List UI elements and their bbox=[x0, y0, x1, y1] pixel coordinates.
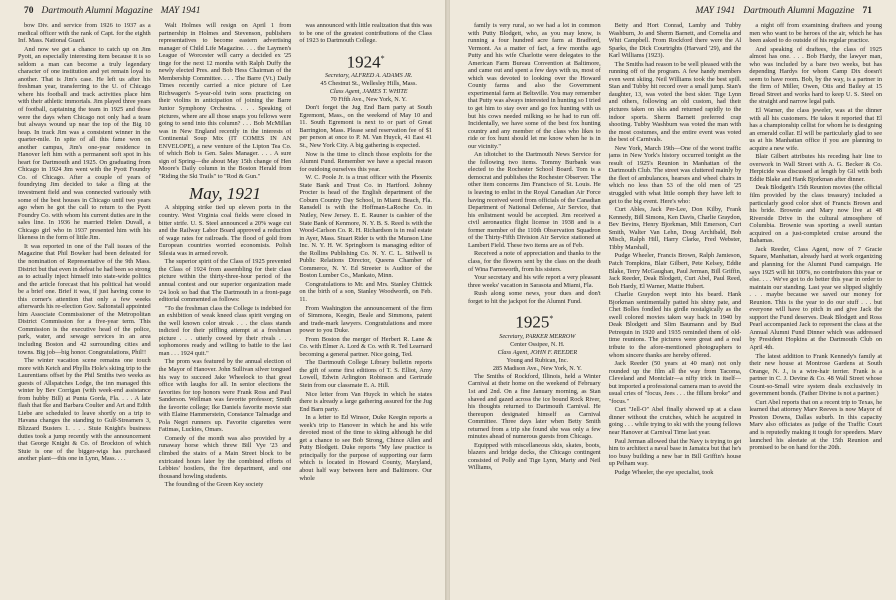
paragraph: Charlie Graydon wept into his beard. Hank Bjorkman sentimentally patted his shiny pate, and Chet Bolles fondled his girdle nostalgically as the swell colored movies taken way back in 1940 by Deak Blodgett and Slim Baumann and by Bud Petrequin in 1920 and 1935 reminded them of old-time reunions. The pictures were great and a real tribute to the afore-mentioned photographers to whom sincere thanks are hereby offered. bbox=[608, 291, 742, 359]
right-columns bbox=[468, 22, 882, 594]
class-secretary: Secretary, ALFRED A. ADAMS JR. bbox=[325, 72, 413, 80]
paragraph: Paul Jerman allowed that the Navy is trying to get him to architect a naval base in Jamaica but that he's too busy building a new bar in Bill Griffin's house up Pelham way. bbox=[608, 437, 742, 468]
paragraph: The prom was featured by the annual election of the Mayor of Hanover. John Sullivan silver tongued his way to succeed Jake Wheelock to that great office with laughs for all. In senior elections the favorites for top honors were Frank Ross and Paul Sanderson. Wellman was favorite professor; Smith the favorite college; Ike Daniels favorite movie star with Elaine Hammerstein, Constance Talmadge and Pola Negri runners up. Favorite cigarettes were Fatimas, Luckies, Omars. bbox=[158, 358, 292, 434]
class-year-label: 1924 bbox=[346, 52, 381, 72]
left-page-number: 70 bbox=[24, 6, 34, 16]
paragraph: Walt Holmes will resign on April 1 from partnership in Holmes and Stevenson, publishers representatives to become eastern advertising manager of Child Life Magazine. . . . the Laymen's League of Worcester will carry a decided ex '25 tinge for the next 12 months with Ralph Duffy the newly elected Pres. and Bob Hess Chairman of the Membership Committee. . . . The Barre (Vt.) Daily Times recently carried a nice picture of Lee Richwagen's 5-year-old twin sons practicing on their violins in anticipation of joining the Barre Junior Symphony Orchestra. . . . Speaking of pictures, where are all those snaps you fellows were going to send into this column? . . . Bob McMillan was in New England recently in the interests of Continental Soup Mix (IT COMES IN AN ENVELOPE), a new venture of the Lipton Tea Co. of which Bob is Gen. Sales Manager. . . . A sure sign of Spring—the about May 15th change of Hen Moore's Daily column in the Boston Herald from "Riding the Ski Trails" to "Rod & Gun." bbox=[158, 22, 292, 180]
paragraph: The superior spirit of the Class of 1925 prevented the Class of 1924 from assembling for their class picture within the thirty-three-hour period of the annual contest and our superior organization made '24 look so bad that The Dartmouth in a front-page editorial commented as follows: bbox=[158, 258, 292, 304]
paragraph: And speaking of draftees, the class of 1925 almost has one. . . . Bob Hardy, the lawyer man, who was included by a bare two weeks, but has depending Hardys for whom Camp Dix doesn't seem to have room. Bob, by the way, is a partner in the firm of Miller, Owen, Otis and Bailey at 15 Broad Street and works hard to keep U. S. Steel on the straight and narrow legal path. bbox=[749, 45, 883, 106]
right-page bbox=[450, 0, 896, 600]
paragraph: Curt "Jell-O" Abel finally showed up at a class dinner without the crutches, which he acquired in going . . . while trying to ski with the young fellows near Hanover at Carnival Time last year. bbox=[608, 406, 742, 436]
right-issue-date: MAY 1941 bbox=[695, 6, 736, 16]
class-secretary-address: 45 Chestnut St., Wellesley Hills, Mass. bbox=[320, 80, 417, 88]
asterisk-mark: * bbox=[549, 314, 554, 324]
paragraph: Received a note of appreciation and thanks to the class, for the flowers sent by the class on the death of Wina Farnsworth, from his sisters. bbox=[468, 250, 601, 273]
paragraph: From Boston the merger of Herbert R. Lane & Co. with Elmer A. Lord & Co. with R. Ted Learnard becoming a general partner. Nice going, Ted. bbox=[299, 335, 433, 358]
paragraph: Deak Blodgett's 15th Reunion movies (the official film provided by the class treasury) included a particularly good color shot of Francis Brown and his bride. Brownie and Mary now live at 48 Riverside Drive in the cultural atmosphere of Columbia. Brownie was sporting a swell suntan acquired on a just-completed cruise around the Bahamas. bbox=[749, 184, 883, 245]
left-magazine-title: Dartmouth Alumni Magazine bbox=[41, 6, 153, 16]
right-page-number: 71 bbox=[862, 6, 872, 16]
paragraph: Curt Abel reports that on a recent trip to Texas, he learned that attorney Marv Reeves is now Mayor of Preston Downs, Dallas suburb. In this capacity Marv also officiates as judge of the Traffic Court and is reputedly making it tough for speeders. Marv launched his aleetate at the 15th Reunion and promised to be on hand for the 20th. bbox=[749, 398, 883, 452]
class-year-heading-1924 bbox=[299, 50, 432, 72]
paragraph: The founding of the Green Key society bbox=[164, 481, 264, 489]
paragraph: Rush along some news, your dues and don't forget to hit the jackpot for the Alumni Fund. bbox=[468, 290, 601, 305]
paragraph: Comedy of the month was also provided by a runaway horse which threw Bill Vye '23 and climbed the stairs of a Main Street block to be extricated hours later by the combined efforts of Lebbies' hostlers, the fire department, and one thousand howling students. bbox=[158, 434, 292, 480]
class-secretary-address: Center Ossipee, N. H. bbox=[510, 340, 565, 348]
paragraph: Nice letter from Van Huyck in which he states there is already a large gathering assured for the Jug End Barn party. bbox=[299, 390, 433, 413]
paragraph: A shipping strike tied up eleven ports in the country. West Virginia coal fields were closed in bitter strife. U. S. Steel announced a 20% wage cut and the Railway Labor Board approved a reduction of wage rates for railroads. The flood of gold from European countries worried economists. Polish Silesia was in armed revolt. bbox=[158, 204, 292, 257]
left-column-2 bbox=[159, 22, 292, 594]
paragraph: Your secretary and his wife report a very pleasant three weeks' vacation in Sarasota and Miami, Fla. bbox=[468, 274, 601, 289]
paragraph: Blair Gilbert attributes his receding hair line to overwork in Wall Street with A. G. Becker & Co. Herpicide was discussed at length by Gil with both Eddie Blake and Hank Bjorkman after dinner. bbox=[749, 153, 883, 183]
paragraph: Curt Ables, Jack Per-Lee, Don Kilby, Frank Kennedy, Bill Simons, Ken Davis, Charlie Graydon, Bev Bevins, Henry Bjorkman, Milt Emerson, Curt Smith, Walter Van Lehn, Doug Archibald, Bob Misch, Ralph Hill, Harry Clarke, Fred Webster, Tibby Marshall, bbox=[608, 206, 742, 251]
paragraph: bow Div. and service from 1926 to 1937 as a medical officer with the rank of Capt. for the eighth Inf. Mass. National Guard. bbox=[18, 22, 151, 45]
left-running-head bbox=[24, 6, 422, 20]
paragraph: And now we get a chance to catch up on Jim Pyott, an especially interesting item because it is so seldom a man can become a truly legendary character of one institution and yet remain loyal to another. That is Jim's case. He left us after his freshman year, transferring to the U. of Chicago where his football and track activities place him with their athletic immortals. Jim played three years of football, captaining the team in 1925 and those were the days when Chicago not only had a team but always wound up near the top of the Big 10 heap. In track Jim was a consistent winner in the quarter-mile. In spite of all this fame won on another campus, Jim's one-year residence in Hanover left him with a permanent soft spot in his heart for Dartmouth and 1925. On graduating from Chicago in 1924 Jim went with the Pyott Foundry Co. of Chicago. After a couple of years of foundrying Jim decided to take a fling at the investment field and was connected variously with some of the best houses in Chicago until two years ago when he got the call to return to the Pyott Foundry Co. with whom his current duties are in the sales line. In 1936 he married Helen Duvall, a Chicago girl who in 1937 presented him with his likeness in the form of little Jim. bbox=[18, 45, 151, 242]
paragraph: The Smiths had reason to be well pleased with the running off of the program. A few handy members even went skiing. Neil Williams took the best spill. Stan and Tubby hit record over a small jump. Stan's daughter, 13, was voted the best skier. Tige Lynn and others, following an old custom, had their pictures taken on skis and returned rapidly to the indoor sports. Sherm Barnett preferred crap shooting. Tubby Washburn was voted the man with the most costumes, and the entire event was voted the best of Carnivals. bbox=[608, 60, 742, 144]
paragraph: W. C. Poole Jr. is a trust officer with the Phoenix State Bank and Trust Co. in Hartford. Johnny Procter is head of the English department of the Coburn Country Day School, in Miami Beach, Fla. Ransdell is with the Hoffman-LaRoche Co. in Nutley, New Jersey. E. E. Rauner is cashier of the State Bank of Kenmore, N. Y. B. S. Reed is with the Wood-Carlson Co. R. H. Richardson is in real estate in Ayer, Mass. Stuart Rider is with the Munson Line Inc. N. Y. H. W. Springborn is managing editor of the Rollins Publishing Co. N. Y. C. L. Stilwell is Public Relations Director, Queens Chamber of Commerce, N. Y. Ed Streeter is Auditor of the Boston Lumber Co., Mankato, Minn. bbox=[299, 174, 433, 280]
class-agent: Class Agent, JAMES T. WHITE bbox=[329, 88, 408, 96]
left-columns bbox=[18, 22, 432, 594]
class-agent-address: 285 Madison Ave., New York, N. Y. bbox=[492, 364, 582, 372]
right-column-3 bbox=[749, 22, 882, 594]
right-column-2 bbox=[609, 22, 742, 594]
class-agent-company: Young and Rubican, Inc. bbox=[506, 356, 569, 364]
left-issue-date: MAY 1941 bbox=[160, 6, 201, 16]
asterisk-mark: * bbox=[380, 53, 385, 63]
class-secretary: Secretary, PARKER MERROW bbox=[499, 332, 576, 340]
paragraph: El Warner, the class jeweler, was at the dinner with all his customers. He takes it reported that El has a championship cellist for whom he is designing an emerald collar. El will be particularly glad to see us at his Manhattan office if you are planning to acquire a new wife. bbox=[749, 107, 883, 152]
paragraph: Pudge Wheeler, Francis Brown, Ralph Jamieson, Patch Tompkins, Blair Gilbert, Pete Kelsey, Eddie Blake, Terry McGaughan, Paul Jerman, Bill Griffin, Jack Reeder, Deak Blodgett, Curt Abel, Paul Reed, Bob Hardy, El Warner, Mattie Hubert. bbox=[608, 252, 742, 290]
paragraph: Jack Reeder (50 years at 40 man) not only rounded up the film all the way from Tacoma, Cleveland and Montclair—a nifty trick in itself—but imported a professional camera man to avoid the usual cries of "focus, Jees . . . the fillum broke" and "focus." bbox=[608, 360, 742, 405]
paragraph: was announced with little realization that this was to be one of the greatest contributions of the Class of 1923 to Dartmouth College. bbox=[299, 22, 433, 45]
paragraph: Jack Reeder, Class Agent, now of 7 Gracie Square, Manhattan, already hard at work organizing and planning for the Alumni Fund campaign. He says 1925 will hit 100%, no contributors this year or else. . . . We've got to do better this year in order to maintain our standing. Last year we slipped slightly . . . maybe because we saved our money for Reunion. This is the year to do our stuff . . . but everyone will have to pitch in and give Jack the support the Fund deserves. Deak Blodgett and Ross Pearl accompanied Jack to represent the class at the Annual Alumni Fund Dinner which was addressed by President Hopkins at the Dartmouth Club on April 4th. bbox=[749, 245, 883, 351]
paragraph: Pudge Wheeler, the eye specialist, took bbox=[614, 468, 714, 476]
paragraph: "To the freshman class the College is indebted for an exhibition of weak kneed class spirit verging on the well known color streak . . . the class stands indicted for their piffling attempt at a freshman picture . . . utterly cowed by their rivals . . . sophomores ready and willing to battle to the last man . . . 1924 quit." bbox=[158, 304, 292, 357]
class-agent: Class Agent, JOHN F. REEDER bbox=[497, 348, 578, 356]
paragraph: a night off from examining draftees and young men who want to be heroes of the air, which he has been asked to do outside of his regular practice. bbox=[749, 22, 883, 45]
paragraph: The Smiths of Rockford, Illinois, held a Winter Carnival at their home on the weekend of February 1st and 2nd. On a fine January morning, as Stan shaved and gazed across the ice bound Rock River, his thoughts returned to Dartmouth Carnival. He thereupon designated himself as Carnival Committee. Three days later when Betty Smith returned from a trip she found she was only a few minutes ahead of numerous guests from Chicago. bbox=[468, 372, 601, 441]
paragraph: The Dartmouth College Library bulletin reports the gift of some first editions of T. S. Elliot, Amy Lowell, Edwin Arlington Robinson and Gertrude Stein from our classmate E. A. Hill. bbox=[299, 359, 433, 389]
right-running-head bbox=[474, 6, 872, 20]
paragraph: Betty and Hort Conrad, Lamby and Tubby Washburn, Jo and Sherm Barnett, and Cornelia and Whit Campbell. From Rockford there were the Al Sparks, the Dick Courtrights (Harvard '29), and the Karl Williams (1923). bbox=[608, 22, 742, 60]
paragraph: It was reported in one of the Fall issues of the Magazine that Phil Bowker had been defeated for the nomination of Representative of the 9th Mass. District but that even in defeat he had been so strong as to actually inject himself into state-wide politics and the article forecast that his political hat would be a brief one. Brief it was, if just having come to this corner's attention that only a few weeks afterwards his re-election Gov. Saltonstall appointed him Associate Commissioner of the Metropolitan District Commission for a five-year term. This Commission is the executive head of the police, park, water, and sewage services in an area including Boston and 42 surrounding cities and towns. Big job—big honor. Congratulations, Phil!! bbox=[18, 242, 151, 356]
right-magazine-title: Dartmouth Alumni Magazine bbox=[743, 6, 855, 16]
left-page bbox=[0, 0, 446, 600]
right-column-1 bbox=[468, 22, 601, 594]
paragraph: Equipped with miscellaneous skis, skates, boots, blazers and bridge decks, the Chicago contingent consisted of Polly and Tige Lynn, Marty and Neil Williams, bbox=[468, 441, 601, 472]
section-heading-may-1921: May, 1921 bbox=[189, 184, 261, 204]
paragraph: The latest addition to Frank Kennedy's family at their new house at Montrose Gardens at South Orange, N. J., is a wire-hair terrier. Frank is a partner in C. J. Devine & Co. 48 Wall Street whose Count-so-Small wire system deals exclusively in government bonds. (Father Divine is not a partner.) bbox=[749, 352, 883, 398]
left-column-1 bbox=[18, 22, 151, 594]
paragraph: From Washington the announcement of the firm of Simmons, Keegin, Beale and Simmons, patent and trade-mark lawyers. Congratulations and more power to you Duke. bbox=[299, 304, 433, 335]
left-column-3 bbox=[299, 22, 432, 594]
paragraph: In a letter to Ed Winsor, Duke Keegin reports a week's trip to Hanover in which he and his wife devoted most of the time to skiing although he did get a chance to see Bob Strong, Chince Allen and Putty Blodgett. Duke reports "My law practice is principally for the purpose of supporting our farm which is located in Howard County, Maryland, about half way between here and Baltimore. Our whole bbox=[299, 414, 433, 482]
class-year-label: 1925 bbox=[515, 312, 550, 332]
paragraph: Now is the time to clinch those exploits for the Alumni Fund. Remember we have a special reason for outdoing ourselves this year. bbox=[299, 150, 433, 173]
paragraph: family is very rural, so we had a lot in common with Putty Blodgett, who, as you may know, is running a four hundred acre farm at Bradford, Vermont. As a matter of fact, a few months ago Putty and his wife Charlotte were delegates to the American Farm Bureau Convention at Baltimore, and came out and spent a few days with us, most of which was devoted to looking over the Howard County farms and also the Government experimental farm at Beltsville. You may remember that Putty was always interested in hunting so I tried to get him to stay over and go fox hunting with us but his cows needed milking so he had to run off. Incidentally, we have some of the best fox hunting country and any member of the class who likes to ride or fox hunt should let me know when he is in our vicinity." bbox=[468, 22, 601, 150]
paragraph: Don't forget the Jug End Barn party at South Egremont, Mass., on the weekend of May 10 and 11. South Egremont is next to or part of Great Barrington, Mass. Please send reservation fee of $1 per person at once to P. M. Van Huyck, 41 East 41 St., New York City. A big gathering is expected. bbox=[299, 104, 433, 150]
paragraph: Congratulations to Mr. and Mrs. Stanley Chittick on the birth of a son, Stanley Woodworth, on Feb. 11. bbox=[299, 280, 433, 303]
paragraph: New York, March 19th—One of the worst traffic jams in New York's history occurred tonight as the result of 1925's Reunion in Manhattan of the Dartmouth Club. The street was cluttered mainly by the fleet of ambulances, hearses and wheel chairs in which no less than 53 of the old men of '25 struggled with what little oomph they have left to get to the big event. Here's who: bbox=[608, 144, 742, 205]
paragraph: An idiotchet to the Dartmouth News Service for the following two items. Tommy Burbank was elected to the Rochester School Board. Tom is a democrat and publishes the Rochester Observer. The other item concerns Jim Francisco of St. Louis. He is leaving to enlist in the Royal Canadian Air Force having received word from officials of the Canadian Department of National Defense, Air Service, that his enlistment would be accepted. Jim received a civil aeronautics flight license in 1938 and is a former member of the 110th Observation Squadron of the Thirty-Fifth Division Air Service stationed at Lambert Field. These two items are as of Feb. bbox=[468, 151, 601, 249]
class-agent-address: 70 Fifth Ave., New York, N. Y. bbox=[330, 96, 407, 104]
class-year-heading-1925 bbox=[468, 310, 601, 332]
paragraph: The winter vacation scene remains one touch more with Ketch and Phyllis Hole's skiing trip to the Laurentians offset by the Phil Smiths two weeks as guests of Allspatches Lodge, the inn managed this winter by Bev Corrigan (with week-end assistance from hubby Bill) at Punta Gorda, Fla. . . . A late flash that Ike and Barbara Coulter and Art and Edith Liebe are scheduled to leave shortly on a trip to Havana changes the standing to Gulf-Streamers 3, Blizzard Busters 1. . . . Stuie Knight's business duties took a jump recently with the announcement that George Knight & Co. of Brockton of which Stuie is one of the bigger-wigs has purchased another plant—this one in Lynn, Mass. . . . bbox=[18, 357, 151, 463]
